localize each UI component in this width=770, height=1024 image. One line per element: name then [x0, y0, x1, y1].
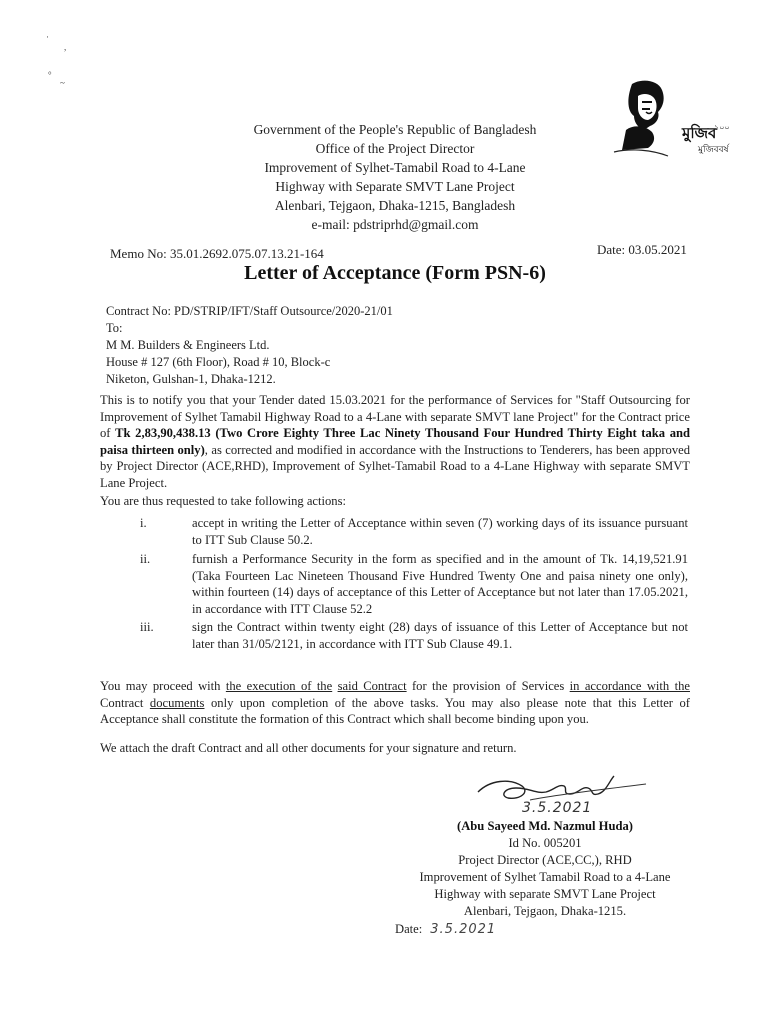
attachment-note: We attach the draft Contract and all other documents for your signature and return.	[100, 741, 517, 755]
signatory-project: Highway with separate SMVT Lane Project	[434, 887, 656, 901]
signatory-name: (Abu Sayeed Md. Nazmul Huda)	[457, 819, 633, 833]
closing-date-label: Date:	[395, 922, 423, 936]
signatory-address: Alenbari, Tejgaon, Dhaka-1215.	[463, 904, 627, 918]
signatory-project: Improvement of Sylhet Tamabil Road to a 4-Lane	[419, 870, 671, 884]
address-line: House # 127 (6th Floor), Road # 10, Block-c	[106, 355, 331, 369]
letterhead-line: Improvement of Sylhet-Tamabil Road to 4-Lane	[264, 160, 526, 175]
action-number: i.	[140, 516, 147, 530]
action-number: iii.	[140, 620, 154, 634]
closing-date-value: 3.5.2021	[430, 922, 497, 937]
notification-paragraph: This is to notify you that your Tender dated 15.03.2021 for the performance of Services for "Staff Outsourcing for Improvement of Sylhet Tamabil Highway Road to a 4-Lane with separate SMVT lane Project" for the Contract price of Tk 2,83,90,438.13 (Two Crore Eighty Three Lac Ninety Thousand Four Hundred Thirty Eight taka and paisa thirteen only), as corrected and modified in accordance with the Instructions to Tenderers, has been approved by Project Director (ACE,RHD), Improvement of Sylhet-Tamabil Road to a 4-Lane Highway with separate SMVT Lane Project.	[100, 393, 691, 490]
address-line: Niketon, Gulshan-1, Dhaka-1212.	[106, 372, 276, 386]
letterhead-line: Office of the Project Director	[315, 141, 475, 156]
svg-text:১০০: ১০০	[714, 123, 730, 132]
proceed-paragraph: You may proceed with the execution of the said Contract for the provision of Services in accordance with the Contract documents only upon completion of the above tasks. You may also please note that this Letter of Acceptance shall constitute the formation of this Contract which shall become binding upon you.	[100, 679, 691, 726]
action-text: sign the Contract within twenty eight (28) days of issuance of this Letter of Acceptance but not later than 31/05/2121, in accordance with ITT Sub Clause 49.1.	[192, 620, 688, 651]
actions-intro: You are thus requested to take following actions:	[100, 494, 347, 508]
letterhead-line: Alenbari, Tejgaon, Dhaka-1215, Bangladesh	[274, 198, 516, 213]
letterhead-email: e-mail: pdstriprhd@gmail.com	[311, 217, 479, 232]
signatory-title: Project Director (ACE,CC,), RHD	[458, 853, 632, 867]
logo-text: মুজিব	[682, 124, 717, 142]
signature-date: 3.5.2021	[522, 800, 593, 816]
contract-price: Tk 2,83,90,438.13 (Two Crore Eighty Three Lac Ninety Thousand Four Hundred Thirty Eight taka and paisa thirteen only)	[100, 426, 690, 457]
address-to: To:	[106, 321, 123, 335]
action-number: ii.	[140, 552, 151, 566]
letterhead-line: Government of the People's Republic of Bangladesh	[253, 122, 537, 137]
signatory-block	[400, 818, 690, 920]
letter-title: Letter of Acceptance (Form PSN-6)	[244, 262, 546, 284]
letter-page: · , ° ~ মুজিব ১০০ মুজিববর্ষ Government of the People's Republic of Bangladesh Office of the Project Director Improvement of Sylhet-Tamabil Road to 4-Lane Highway with Separate SMVT Lane Project Alenbari, Tejgaon, Dhaka-1215, Bangladesh e-mail: pdstriprhd@gmail.com Memo No: 35.01.2692.075.07.13.21-164 Date: 03.05.2021 Letter of Acceptance (Form PSN-6) Contract No: PD/STRIP/IFT/Staff Outsource/2020-21/01 To: M M. Builders & Engineers Ltd. House # 127 (6th Floor), Road # 10, Block-c Niketon, Gulshan-1, Dhaka-1212. This is to notify you that your Tender dated 15.03.2021 for the performance of Services for "Staff Outsourcing for Improvement of Sylhet Tamabil Highway Road to a 4-Lane with separate SMVT lane Project" for the Contract price of Tk 2,83,90,438.13 (Two Crore Eighty Three Lac Ninety Thousand Four Hundred Thirty Eight taka and paisa thirteen only), as corrected and modified in accordance with the Instructions to Tenderers, has been approved by Project Director (ACE,RHD), Improvement of Sylhet-Tamabil Road to a 4-Lane Highway with separate SMVT Lane Project. You are thus requested to take following actions: i. accept in writing the Letter of Acceptance within seven (7) working days of its issuance pursuant to ITT Sub Clause 50.2. ii. furnish a Performance Security in the form as specified and in the amount of Tk. 14,19,521.91 (Taka Fourteen Lac Nineteen Thousand Five Hundred Twenty One and paisa ninety one only), within fourteen (14) days of acceptance of this Letter of Acceptance but not later than 17.05.2021, in accordance with ITT Clause 52.2 iii. sign the Contract within twenty eight (28) days of issuance of this Letter of Acceptance but not later than 31/05/2121, in accordance with ITT Sub Clause 49.1. You may proceed with the execution of the said Contract for the provision of Services in accordance with the Contract documents only upon completion of the above tasks. You may also please note that this Letter of Acceptance shall constitute the formation of this Contract which shall become binding upon you. We attach the draft Contract and all other documents for your signature and return. 3.5.2021 (Abu Sayeed Md. Nazmul Huda) Id No. 005201 Project Director (ACE,CC,), RHD Improvement of Sylhet Tamabil Road to a 4-Lane Highway with separate SMVT Lane Project Alenbari, Tejgaon, Dhaka-1215. Date: 3.5.2021	[0, 0, 770, 1024]
action-text: accept in writing the Letter of Acceptance within seven (7) working days of its issuance pursuant to ITT Sub Clause 50.2.	[192, 516, 688, 547]
portrait-emblem-logo	[612, 78, 732, 160]
closing-date	[395, 922, 496, 937]
svg-text:মুজিববর্ষ: মুজিববর্ষ	[698, 145, 729, 155]
memo-number: Memo No: 35.01.2692.075.07.13.21-164	[110, 246, 324, 261]
recipient-address	[106, 303, 393, 388]
letterhead-line: Highway with Separate SMVT Lane Project	[275, 179, 515, 194]
letterhead	[190, 120, 600, 234]
contract-number: Contract No: PD/STRIP/IFT/Staff Outsource/2020-21/01	[106, 304, 393, 318]
recipient-name: M M. Builders & Engineers Ltd.	[106, 338, 270, 352]
letter-date: Date: 03.05.2021	[597, 242, 687, 257]
action-text: furnish a Performance Security in the form as specified and in the amount of Tk. 14,19,521.91 (Taka Fourteen Lac Nineteen Thousand Five Hundred Twenty One and paisa ninety one only), within fourteen (14) days of acceptance of this Letter of Acceptance but not later than 17.05.2021, in accordance with ITT Clause 52.2	[192, 552, 688, 616]
signatory-id: Id No. 005201	[508, 836, 582, 850]
